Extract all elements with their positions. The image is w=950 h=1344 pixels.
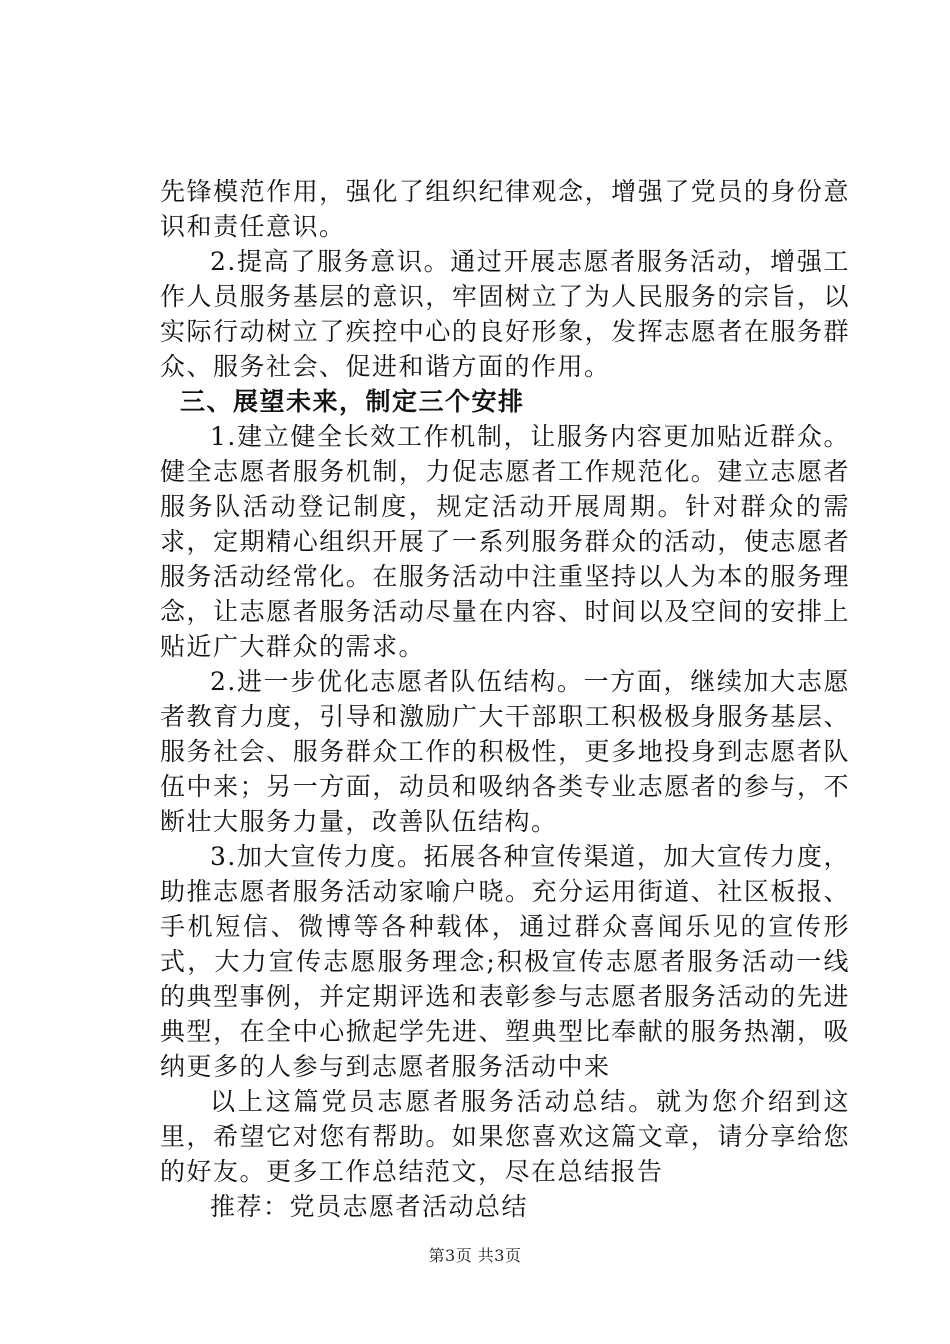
document-body	[160, 174, 850, 1224]
paragraph-publicity: 3.加大宣传力度。拓展各种宣传渠道，加大宣传力度，助推志愿者服务活动家喻户晓。充分运用街道、社区板报、手机短信、微博等各种载体，通过群众喜闻乐见的宣传形式，大力宣传志愿服务理念;积极宣传志愿者服务活动一线的典型事例，并定期评选和表彰参与志愿者服务活动的先进典型，在全中心掀起学先进、塑典型比奉献的服务热潮，吸纳更多的人参与到志愿者服务活动中来	[160, 842, 850, 1081]
paragraph-service-awareness: 2.提高了服务意识。通过开展志愿者服务活动，增强工作人员服务基层的意识，牢固树立了为人民服务的宗旨，以实际行动树立了疾控中心的良好形象，发挥志愿者在服务群众、服务社会、促进和谐方面的作用。	[160, 247, 850, 381]
page-number-footer: 第3页 共3页	[428, 1246, 522, 1265]
paragraph-team-structure: 2.进一步优化志愿者队伍结构。一方面，继续加大志愿者教育力度，引导和激励广大干部职工积极极身服务基层、服务社会、服务群众工作的积极性，更多地投身到志愿者队伍中来；另一方面，动员和吸纳各类专业志愿者的参与，不断壮大服务力量，改善队伍结构。	[160, 667, 850, 836]
paragraph-closing: 以上这篇党员志愿者服务活动总结。就为您介绍到这里，希望它对您有帮助。如果您喜欢这篇文章，请分享给您的好友。更多工作总结范文，尽在总结报告	[160, 1087, 850, 1186]
paragraph-mechanism: 1.建立健全长效工作机制，让服务内容更加贴近群众。健全志愿者服务机制，力促志愿者工作规范化。建立志愿者服务队活动登记制度，规定活动开展周期。针对群众的需求，定期精心组织开展了一系列服务群众的活动，使志愿者服务活动经常化。在服务活动中注重坚持以人为本的服务理念，让志愿者服务活动尽量在内容、时间以及空间的安排上贴近广大群众的需求。	[160, 422, 850, 661]
recommendation-link[interactable]: 推荐：党员志愿者活动总结	[210, 1192, 529, 1221]
section-heading: 三、展望未来，制定三个安排	[180, 387, 525, 416]
paragraph-continuation: 先锋模范作用，强化了组织纪律观念，增强了党员的身份意识和责任意识。	[160, 177, 850, 241]
